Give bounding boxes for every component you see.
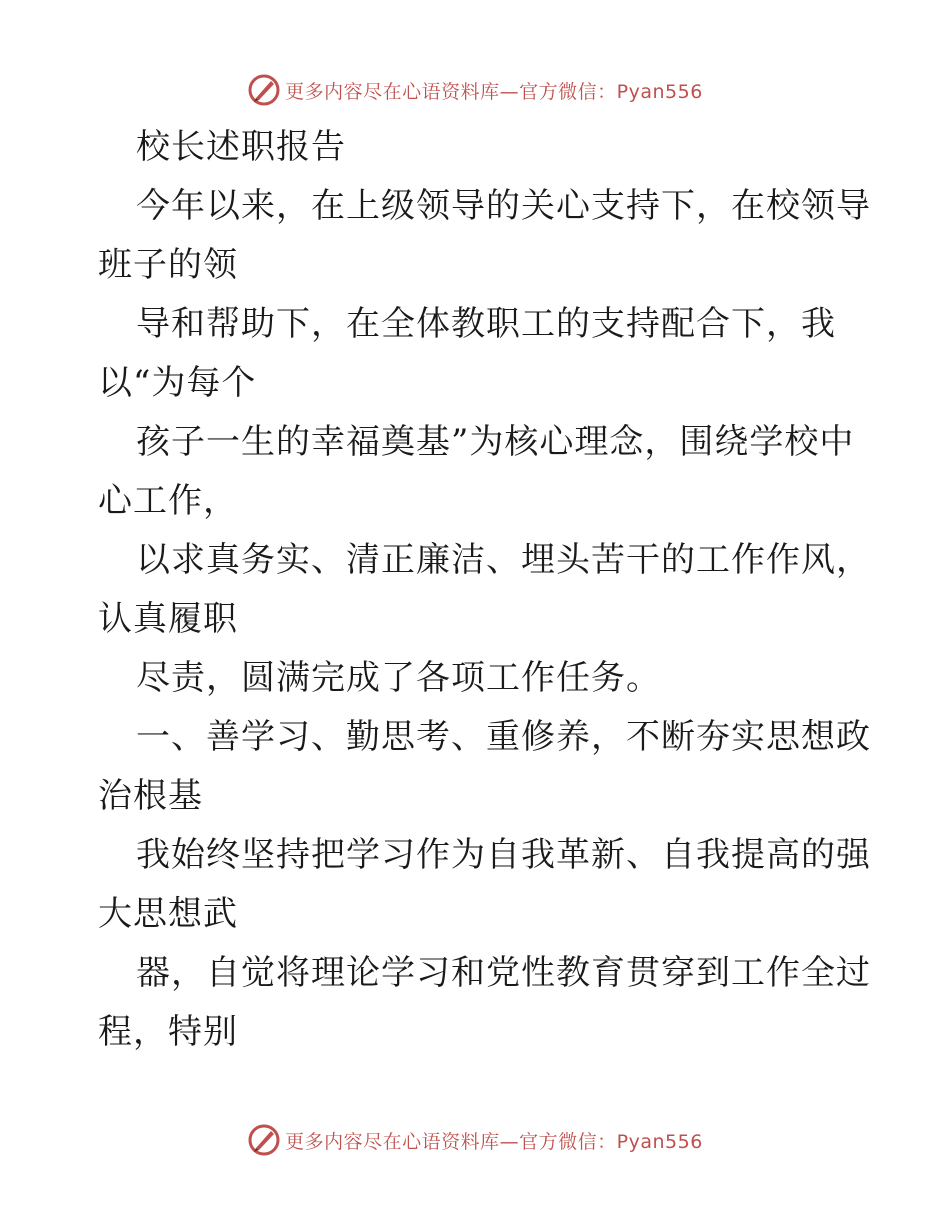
header-banner-text: 更多内容尽在心语资料库—官方微信：Pyan556: [285, 80, 703, 103]
section-heading: 一、善学习、勤思考、重修养，不断夯实思想政: [136, 717, 871, 757]
text-line: 今年以来，在上级领导的关心支持下，在校领导: [136, 186, 871, 226]
text-line: 以“为每个: [98, 363, 257, 403]
text-line: 孩子一生的幸福奠基”为核心理念，围绕学校中: [136, 422, 855, 462]
text-line: 我始终坚持把学习作为自我革新、自我提高的强: [136, 835, 871, 875]
text-line: 大思想武: [98, 894, 238, 934]
text-line: 心工作，: [98, 481, 238, 521]
text-line: 导和帮助下，在全体教职工的支持配合下，我: [136, 304, 836, 344]
section-heading-continuation: 治根基: [98, 776, 203, 816]
document-body: [98, 118, 871, 1062]
text-line: 器，自觉将理论学习和党性教育贯穿到工作全过: [136, 953, 871, 993]
text-line: 以求真务实、清正廉洁、埋头苦干的工作作风，: [136, 540, 871, 580]
quill-logo-icon: [247, 73, 281, 107]
quill-logo-icon: [247, 1123, 281, 1157]
text-line: 认真履职: [98, 599, 238, 639]
header-banner: [0, 70, 950, 110]
document-title: 校长述职报告: [136, 127, 346, 167]
footer-banner: [0, 1120, 950, 1160]
footer-banner-text: 更多内容尽在心语资料库—官方微信：Pyan556: [285, 1130, 703, 1153]
text-line: 班子的领: [98, 245, 238, 285]
text-line: 尽责，圆满完成了各项工作任务。: [136, 658, 661, 698]
text-line: 程，特别: [98, 1012, 238, 1052]
